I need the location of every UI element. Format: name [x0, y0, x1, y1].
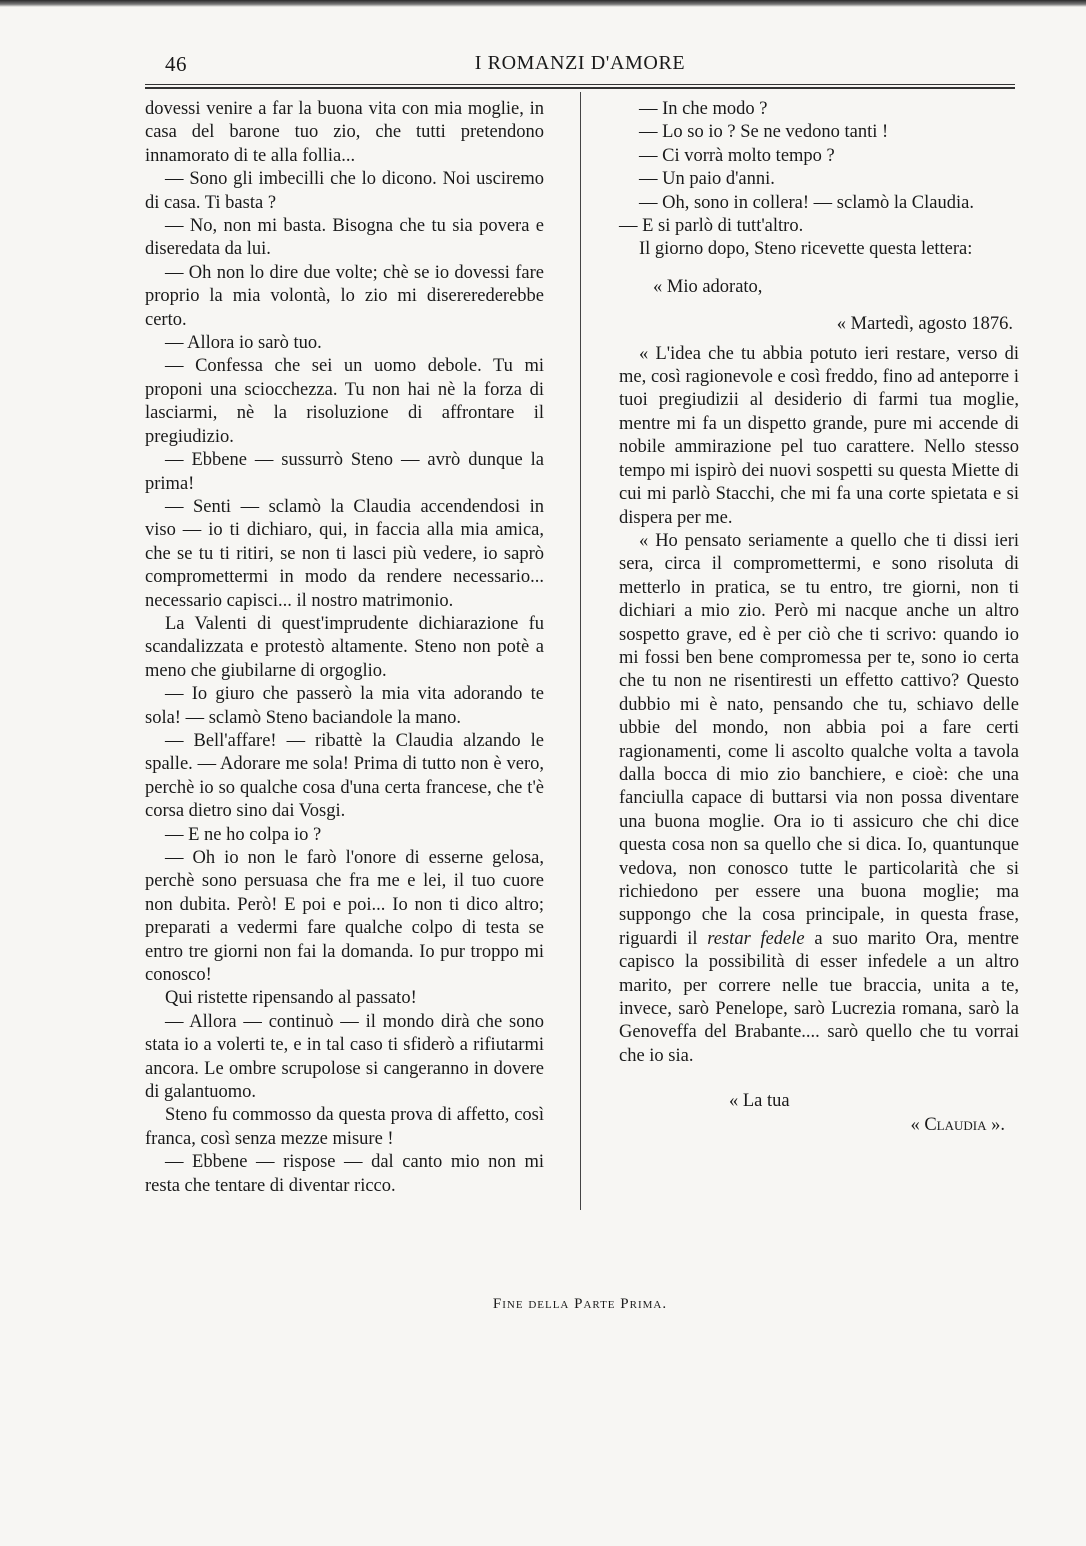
letter-paragraph — [619, 530, 1019, 1068]
letter-closing: « La tua — [729, 1091, 790, 1112]
paragraph: — Ci vorrà molto tempo ? — [639, 145, 835, 166]
letter-text: a suo marito Ora, mentre capisco la possibilità di esser infedele a un altro marito, per correre nelle tue braccia, unita a te, invece, sarò Penelope, sarò Lucrezia romana, sarò la Genoveffa del Brabante.... sarò quello che tu vorrai che io sia. — [619, 928, 1020, 1066]
paragraph: — In che modo ? — [639, 99, 768, 119]
header-rule-thin — [145, 84, 1015, 85]
letter-signature: « Claudia ». — [910, 1114, 1005, 1135]
paragraph: — E si parlò di tutt'altro. — [619, 216, 804, 237]
letter-salutation: « Mio adorato, — [653, 276, 763, 297]
paragraph: — Sono gli imbecilli che lo dicono. Noi usciremo di casa. Ti basta ? — [145, 169, 544, 213]
page-header — [145, 52, 1015, 84]
right-column — [619, 98, 1019, 1137]
running-title: I ROMANZI D'AMORE — [474, 52, 686, 74]
page-number: 46 — [165, 52, 187, 76]
column-divider — [580, 92, 581, 1210]
paragraph: — Ebbene — sussurrò Steno — avrò dunque la prima! — [145, 450, 544, 494]
paragraph: — Oh io non le farò l'onore di esserne gelosa, perchè sono persuasa che fra me e lei, il tuo cuore non dubita. Però! E poi e poi... Io non ti dico altro; preparati a vedermi fare qualche colpo di testa se entro tre giorni non fai la domanda. Io pur troppo mi conosco! — [145, 848, 544, 986]
paragraph: — Lo so io ? Se ne vedono tanti ! — [639, 122, 889, 143]
paragraph: — Oh non lo dire due volte; chè se io dovessi fare proprio la mia volontà, lo zio mi disererederebbe certo. — [145, 262, 544, 330]
paragraph: — Io giuro che passerò la mia vita adorando te sola! — sclamò Steno baciandole la mano. — [145, 684, 544, 728]
paragraph: — E ne ho colpa io ? — [165, 824, 322, 845]
paragraph: Il giorno dopo, Steno ricevette questa lettera: — [639, 239, 973, 260]
left-column — [145, 98, 544, 1198]
paragraph: — Un paio d'anni. — [639, 169, 775, 190]
letter-paragraph: « L'idea che tu abbia potuto ieri restare, verso di me, così ragionevole e così freddo, fino ad anteporre i tuoi pregiudizii al desiderio di farmi tua moglie, mentre mi fa un dispetto grande, pure mi accende di nobile ammirazione pel tuo carattere. Nello stesso tempo mi ispirò dei nuovi sospetti su questa Miette di cui mi parlò Stacchi, che mi fa una corte spietata e si dispera per me. — [619, 343, 1019, 528]
paragraph: — Ebbene — rispose — dal canto mio non mi resta che tentare di diventar ricco. — [145, 1152, 544, 1196]
paragraph: — Oh, sono in collera! — sclamò la Claudia. — [639, 192, 974, 213]
header-rule-thick — [145, 87, 1015, 89]
paragraph: — Confessa che sei un uomo debole. Tu mi proponi una sciocchezza. Tu non hai nè la forza di lasciarmi, nè la risoluzione di affrontare il pregiudizio. — [145, 356, 544, 447]
paragraph: Qui ristette ripensando al passato! — [165, 988, 417, 1009]
part-end-note: Fine della Parte Prima. — [492, 1296, 668, 1312]
paragraph: — Allora — continuò — il mondo dirà che sono stata io a volerti te, e in tal caso ti sfiderò a rifiutarmi ancora. Le ombre scrupolose si cangeranno in dovere di galantuomo. — [145, 1011, 544, 1103]
paragraph: dovessi venire a far la buona vita con mia moglie, in casa del barone tuo zio, che tutti pretendono innamorato di te alla follia... — [145, 99, 544, 166]
letter-text: « Ho pensato seriamente a quello che ti dissi ieri sera, circa il compromettermi, e sono risoluta di metterlo in pratica, se tu entro, tre giorni, non ti dichiari a mio zio. Però mi nacque anche un altro sospetto grave, ed è per ciò che ti scrivo: quando io mi fossi ben bene compromessa per te, sono io certa che tu non ne risentiresti un effetto cattivo? Questo dubbio mi è nato, pensando che tu, schiavo delle ubbie del mondo, non abbia poi a fare certi ragionamenti, come li ascolto qualche volta a tavola dalla bocca di mio zio banchiere, e cioè: che una fanciulla capace di buttarsi via non possa diventare una buona moglie. Ora io ti assicuro che chi dice questa cosa non sa quello che si dica. Io, quantunque vedova, non conosco tutte le particolarità che si richiedono per essere una buona moglie; ma suppongo che la cosa principale, in questa frase, riguardi il — [619, 530, 1019, 949]
emphasis-text: restar fedele — [707, 928, 805, 949]
paragraph: — No, non mi basta. Bisogna che tu sia povera e diseredata da lui. — [145, 216, 544, 260]
paragraph: Steno fu commosso da questa prova di affetto, così franca, così senza mezze misure ! — [145, 1105, 544, 1149]
letter-date: « Martedì, agosto 1876. — [836, 314, 1013, 335]
paragraph: — Senti — sclamò la Claudia accendendosi in viso — io ti dichiaro, qui, in faccia alla mia amica, che se tu ti ritiri, se non ti lasci più vedere, io saprò compromettermi in modo da rendere necessario... necessario capisci... il nostro matrimonio. — [145, 496, 544, 611]
scan-top-edge — [0, 0, 1086, 7]
paragraph: — Bell'affare! — ribattè la Claudia alzando le spalle. — Adorare me sola! Prima di tutto non è vero, perchè io so qualche cosa d'una certa francese, che t'è corsa dietro sino dai Vosgi. — [145, 730, 544, 822]
paragraph: — Allora io sarò tuo. — [165, 333, 322, 354]
paragraph: La Valenti di quest'imprudente dichiarazione fu scandalizzata e protestò altamente. Steno non potè a meno che giubilarne di orgoglio. — [145, 613, 544, 681]
